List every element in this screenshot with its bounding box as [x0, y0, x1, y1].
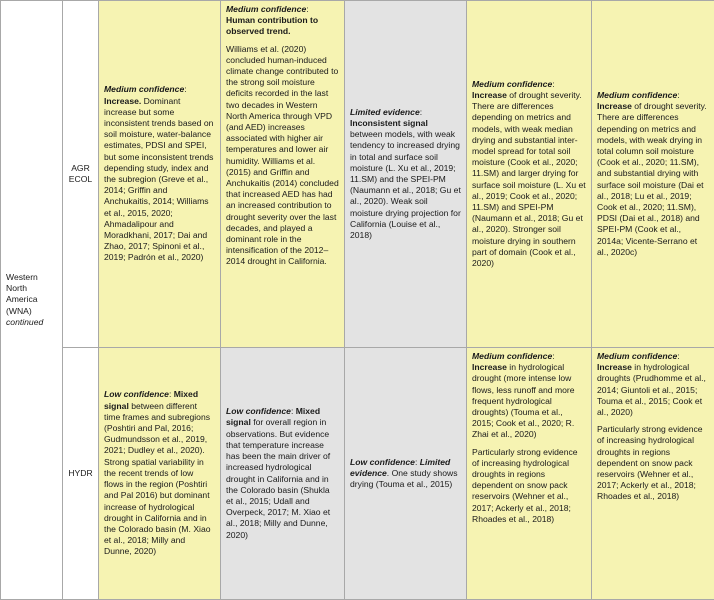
assessment-text-secondary: Particularly strong evidence of increasing hydrological droughts in regions dependent on snow pack reservoirs (Wehner et al., 2017; Ackerly et al., 2018; Rhoades et al., 2018): [597, 424, 709, 502]
assessment-headline: Limited evidence: [350, 457, 450, 478]
row-label-agr: AGR: [68, 163, 93, 174]
confidence-colon: :: [677, 90, 679, 100]
assessment-headline: Increase: [597, 362, 632, 372]
assessment-text: between models, with weak tendency to increased drying in total and surface soil moisture (L. Xu et al., 2019; 11.SM) and the SPEI-PM (Naumann et al., 2018; Gu et al., 2020). Weak soil moisture drying projection for California (Louise et al., 2018): [350, 129, 461, 240]
projection-4-cell: [592, 1, 714, 348]
region-name-line: America: [6, 294, 57, 305]
confidence-label: Medium confidence: [597, 90, 677, 100]
confidence-colon: :: [306, 4, 308, 14]
assessment-headline: Mixed signal: [104, 389, 198, 410]
continued-label: continued: [6, 317, 57, 328]
confidence-label: Medium confidence: [597, 351, 677, 361]
region-name-line: North: [6, 283, 57, 294]
assessment-text: Williams et al. (2020) concluded human-induced climate change contributed to the strong soil moisture deficits recorded in the last two decades in Western North America through VPD (and AED) increases associated with higher air temperatures and lower air humidity. Williams et al. (2015) and Griffin and Anchukaitis (2014) concluded that increased AED has had an increased contribution to drought severity over the last decades, and played a dominant role in the intensification of the 2012–2014 drought in California.: [226, 44, 339, 268]
projection-2-cell: [467, 348, 592, 600]
observed-trend-cell: [99, 348, 221, 600]
assessment-headline: Increase: [472, 90, 507, 100]
region-cell: [1, 1, 63, 600]
assessment-text: in hydrological droughts (Prudhomme et al., 2014; Giuntoli et al., 2015; Touma et al., 2015; Cook et al., 2020): [597, 362, 706, 417]
assessment-text: for overall region in observations. But evidence that temperature increase has been the main driver of increased hydrological drought in California and in the Colorado basin (Shukla et al., 2015; Udall and Overpeck, 2017; M. Xiao et al., 2018; Milly and Dunne, 2020): [226, 417, 330, 539]
confidence-colon: :: [677, 351, 679, 361]
row-label-ecol: ECOL: [68, 174, 93, 185]
projection-1-5-cell: [345, 348, 467, 600]
row-label-agr-ecol: [63, 1, 99, 348]
projection-4-cell: [592, 348, 714, 600]
assessment-headline: Increase: [472, 362, 507, 372]
confidence-colon: :: [169, 389, 174, 399]
table-row-hydr: [1, 348, 714, 600]
confidence-label: Low confidence: [226, 406, 291, 416]
assessment-text: between different time frames and subregions (Poshtiri and Pal, 2016; Gudmundsson et al., 2019, 2021; Dudley et al., 2020). Strong spatial variability in the recent trends of low flows in the region (Poshtiri and Pal 2016) but dominant increase of hydrological drought in California and in the Colorado basin (M. Xiao et al., 2018; Milly and Dunne, 2020): [104, 401, 211, 557]
region-name-line: Western: [6, 272, 57, 283]
assessment-headline: Increase: [597, 101, 632, 111]
attribution-cell: [221, 348, 345, 600]
confidence-label: Medium confidence: [226, 4, 306, 14]
attribution-cell: [221, 1, 345, 348]
observed-trend-cell: [99, 1, 221, 348]
assessment-headline: Increase.: [104, 96, 141, 106]
confidence-colon: :: [415, 457, 420, 467]
assessment-headline: Human contribution to observed trend.: [226, 15, 339, 37]
assessment-headline: Inconsistent signal: [350, 118, 428, 128]
confidence-colon: :: [552, 79, 554, 89]
confidence-colon: :: [291, 406, 293, 416]
assessment-text: of drought severity. There are differences depending on metrics and models, with weak median drying and substantial inter-model spread for total soil moisture (Cook et al., 2020; 11.SM) and larger drying for surface soil moisture (L. Xu et al., 2019; Cook et al., 2020; 11.SM) and SPEI-PM (Naumann et al., 2018; Gu et al., 2020). Stronger soil moisture drying in southern part of domain (Cook et al., 2020): [472, 90, 586, 268]
table-row-agr-ecol: [1, 1, 714, 348]
confidence-colon: :: [420, 107, 422, 117]
confidence-colon: :: [184, 84, 186, 94]
confidence-label: Limited evidence: [350, 107, 420, 117]
assessment-text: of drought severity. There are differences depending on metrics and models, with weak drying in total column soil moisture (Cook et al., 2020; 11.SM), and substantial drying with surface soil moisture (Dai et al., 2018; Lu et al., 2019; Cook et al., 2020; 11.SM), PDSI (Dai et al., 2018) and SPEI-PM (Cook et al., 2014a; Vicente-Serrano et al., 2020c): [597, 101, 707, 257]
confidence-label: Low confidence: [104, 389, 169, 399]
projection-2-cell: [467, 1, 592, 348]
assessment-text: . One study shows drying (Touma et al., 2015): [350, 468, 458, 489]
row-label-hydr: HYDR: [63, 348, 99, 600]
confidence-label: Medium confidence: [104, 84, 184, 94]
confidence-label: Low confidence: [350, 457, 415, 467]
assessment-text: Dominant increase but some inconsistent trends based on soil moisture, water-balance estimates, PDSI and SPEI, but some inconsistent trends depending study, index and the subregion (Greve et al., 2014; Griffin and Anchukaitis, 2014; Williams et al., 2015, 2020; Ahmadalipour and Moradkhani, 2017; Dai and Zhao, 2017; Spinoni et al., 2019; Padrón et al., 2020): [104, 96, 213, 263]
confidence-label: Medium confidence: [472, 79, 552, 89]
assessment-headline: Mixed signal: [226, 406, 320, 427]
confidence-label: Medium confidence: [472, 351, 552, 361]
confidence-colon: :: [552, 351, 554, 361]
region-code: (WNA): [6, 306, 57, 317]
assessment-text: in hydrological drought (more intense low flows, less runoff and more frequent hydrological droughts) (Touma et al., 2015; Cook et al., 2020; R. Zhai et al., 2020): [472, 362, 575, 439]
projection-1-5-cell: [345, 1, 467, 348]
assessment-text-secondary: Particularly strong evidence of increasing hydrological droughts in regions dependent on snow pack reservoirs (Wehner et al., 2017; Ackerly et al., 2018; Rhoades et al., 2018): [472, 447, 586, 525]
